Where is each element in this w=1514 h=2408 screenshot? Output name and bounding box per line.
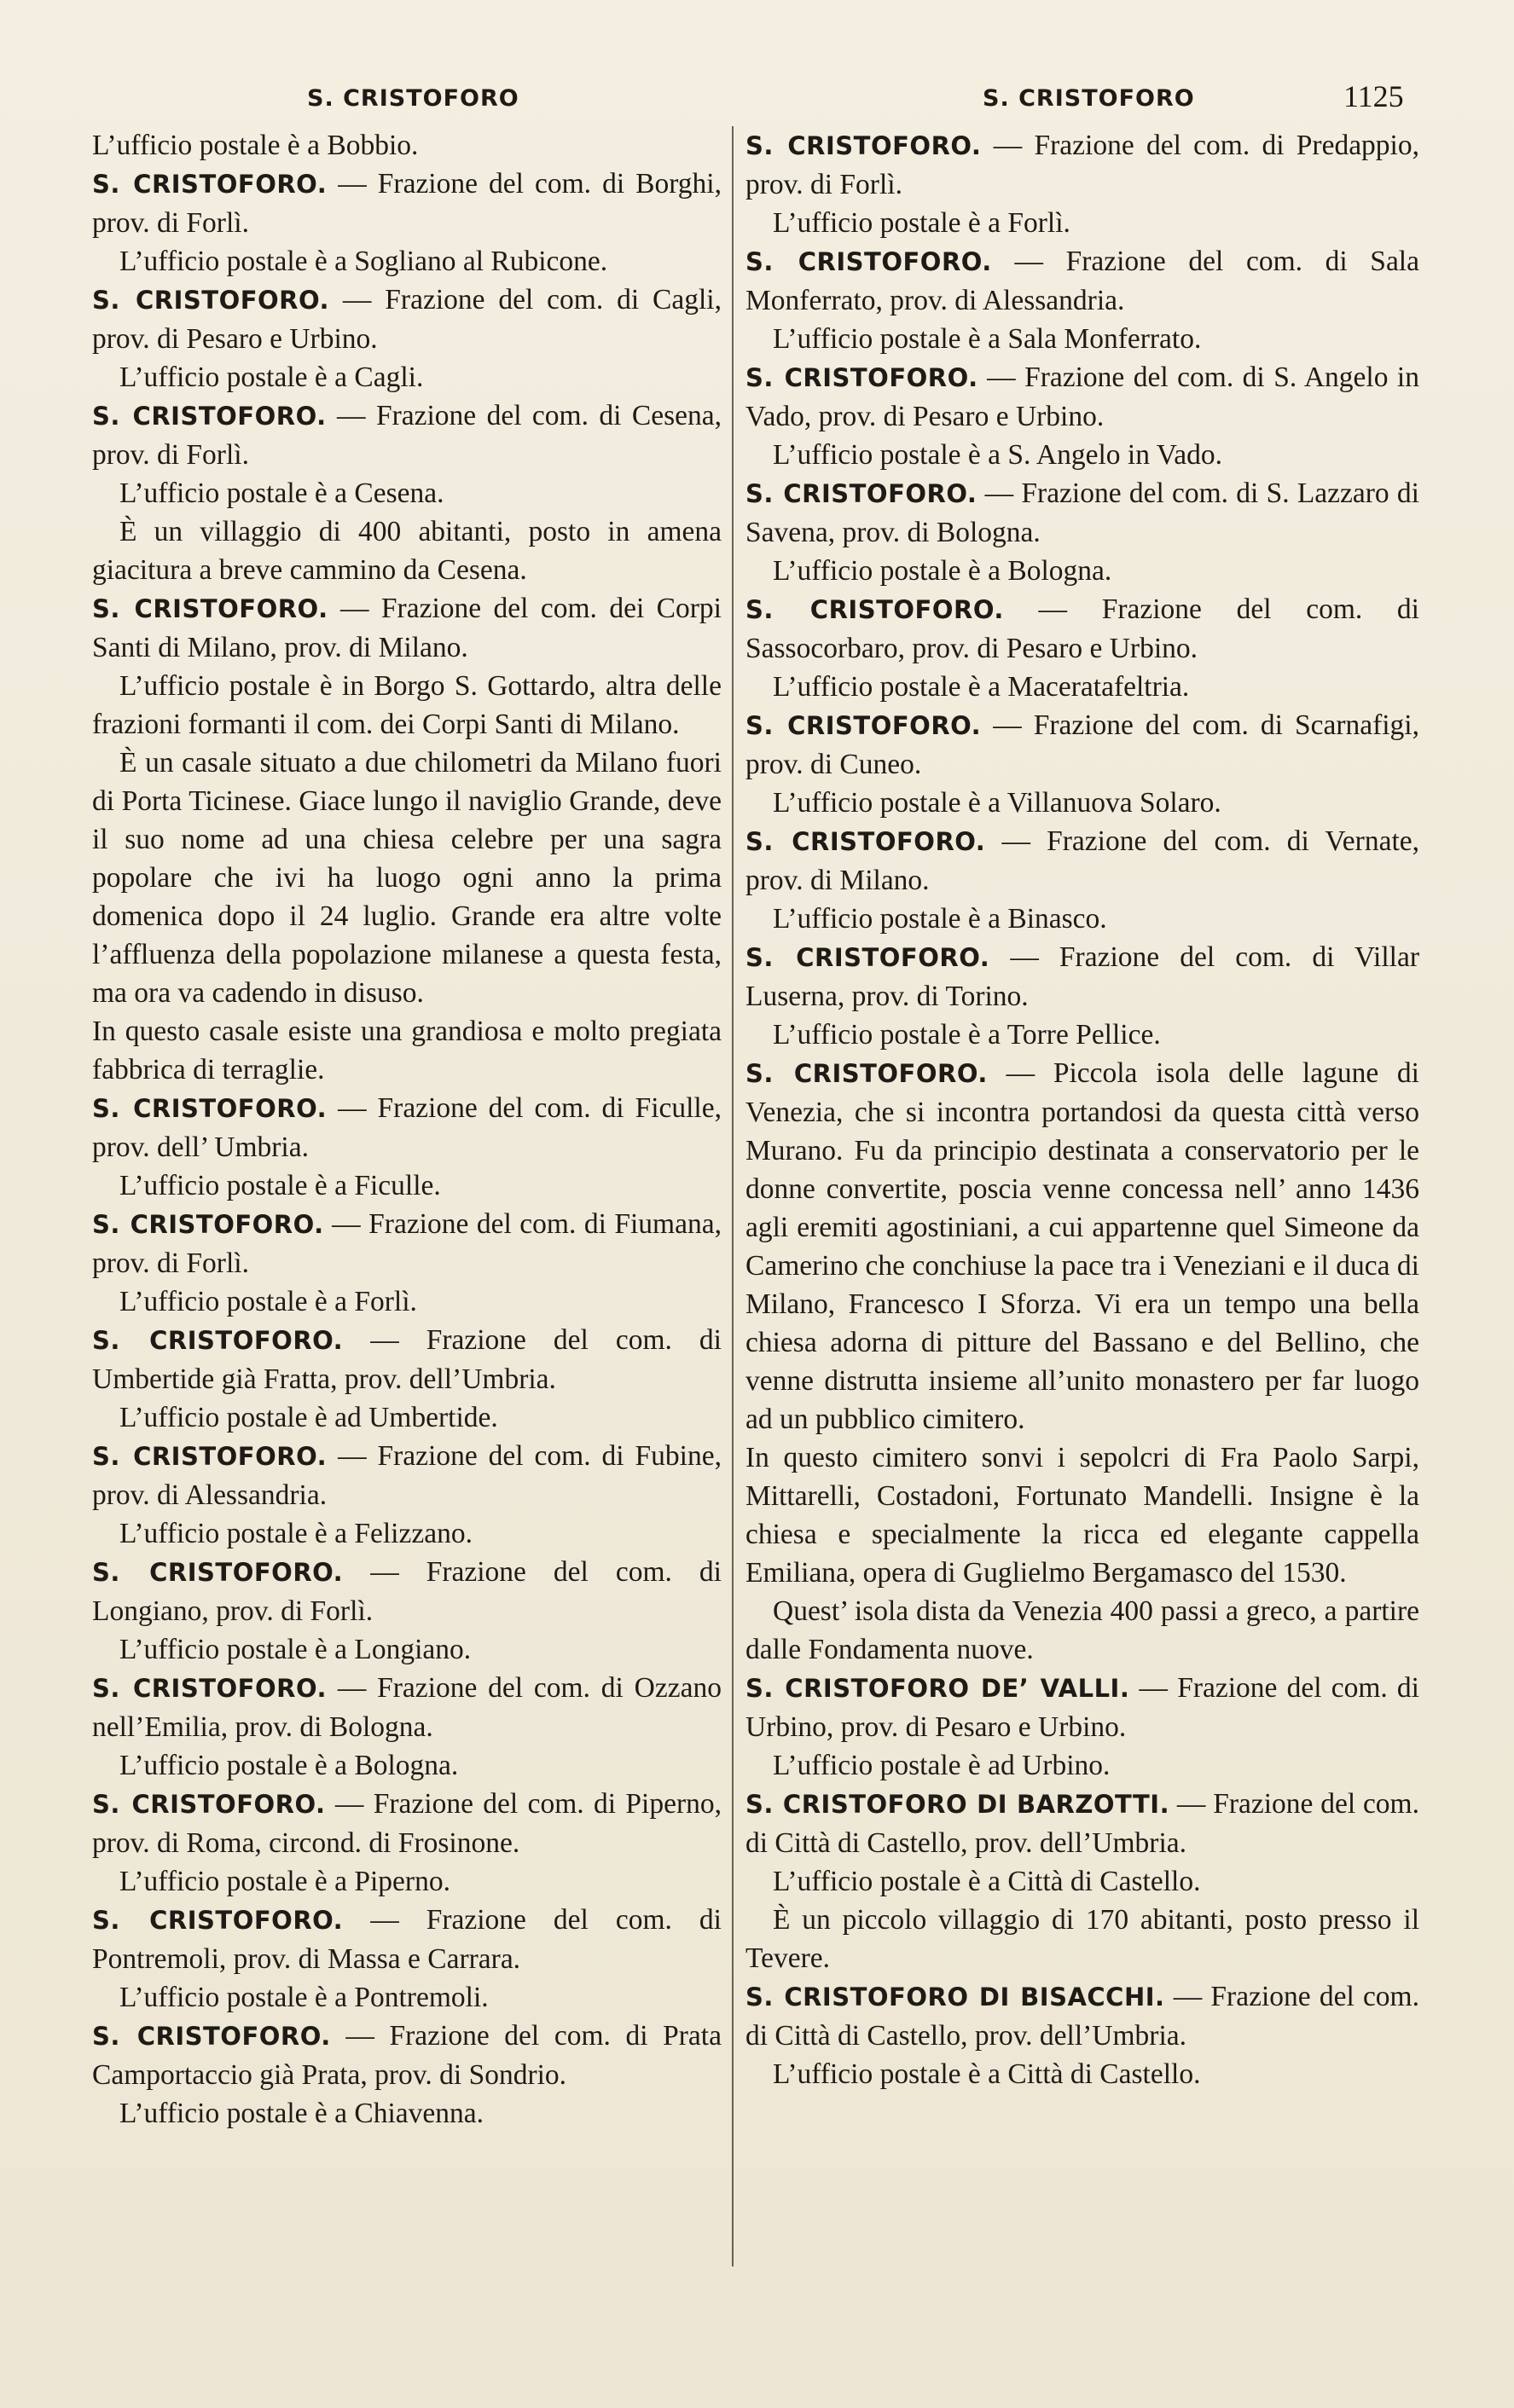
entry-headword: S. CRISTOFORO. xyxy=(92,1442,328,1471)
entry-headword: S. CRISTOFORO. xyxy=(92,1674,327,1703)
entry-headword: S. CRISTOFORO. xyxy=(92,594,328,623)
entry-paragraph xyxy=(92,1514,722,1553)
entry-text: — Frazione del com. di Vernate, prov. di Milano. xyxy=(745,825,1419,896)
entry-text: L’ufficio postale è ad Urbino. xyxy=(773,1750,1111,1781)
entry-text: — Frazione del com. di S. Angelo in Vado, prov. di Pesaro e Urbino. xyxy=(745,362,1419,432)
entry-text: L’ufficio postale è a Forlì. xyxy=(119,1286,417,1317)
entry-paragraph xyxy=(92,1978,722,2017)
dictionary-entry xyxy=(745,1054,1419,1438)
entry-paragraph xyxy=(92,512,722,589)
entry-headword: S. CRISTOFORO DE’ VALLI. xyxy=(745,1674,1130,1703)
entry-text: L’ufficio postale è a Bobbio. xyxy=(92,130,419,161)
entry-text: È un casale situato a due chilometri da Milano fuori di Porta Ticinese. Giace lungo il naviglio Grande, deve il suo nome ad una chiesa celebre per una sagra popolare che ivi ha luogo ogni anno la prima domenica dopo il 24 luglio. Grande era altre volte l’affluenza della popolazione milanese a questa festa, ma ora va cadendo in disuso. xyxy=(92,747,722,1009)
dictionary-entry xyxy=(92,165,722,242)
entry-text: — Frazione del com. di S. Lazzaro di Savena, prov. di Bologna. xyxy=(745,478,1419,548)
dictionary-entry xyxy=(92,1669,722,1746)
page-number: 1125 xyxy=(1343,79,1404,113)
entry-headword: S. CRISTOFORO. xyxy=(92,170,328,199)
dictionary-entry xyxy=(92,1321,722,1398)
entry-text: — Frazione del com. di Scarnafigi, prov. di Cuneo. xyxy=(745,709,1419,780)
entry-text: L’ufficio postale è ad Umbertide. xyxy=(119,1402,498,1433)
entry-text: L’ufficio postale è a Piperno. xyxy=(119,1866,450,1897)
dictionary-entry xyxy=(745,1785,1419,1862)
entry-text: — Frazione del com. di Predappio, prov. di Forlì. xyxy=(745,130,1419,200)
entry-text: L’ufficio postale è in Borgo S. Gottardo, altra delle frazioni formanti il com. dei Corpi Santi di Milano. xyxy=(92,670,722,740)
left-column xyxy=(92,126,722,2133)
entry-paragraph xyxy=(745,2055,1419,2093)
entry-text: L’ufficio postale è a Città di Castello. xyxy=(773,2058,1201,2090)
entry-paragraph xyxy=(92,126,722,165)
entry-headword: S. CRISTOFORO. xyxy=(92,1094,328,1123)
entry-text: — Frazione del com. di Fiumana, prov. di Forlì. xyxy=(92,1208,722,1279)
entry-paragraph xyxy=(92,358,722,397)
entry-headword: S. CRISTOFORO. xyxy=(92,2022,331,2051)
column-divider xyxy=(732,126,734,2266)
entry-headword: S. CRISTOFORO. xyxy=(745,595,1004,624)
entry-paragraph xyxy=(92,1746,722,1785)
dictionary-entry xyxy=(92,1089,722,1166)
dictionary-entry xyxy=(92,281,722,358)
entry-text: — Frazione del com. di Città di Castello, prov. dell’Umbria. xyxy=(745,1788,1419,1859)
entry-text: L’ufficio postale è a Bologna. xyxy=(119,1750,459,1781)
entry-text: — Frazione del com. di Urbino, prov. di Pesaro e Urbino. xyxy=(745,1672,1419,1743)
entry-paragraph xyxy=(745,204,1419,242)
entry-text: In questo casale esiste una grandiosa e molto pregiata fabbrica di terraglie. xyxy=(92,1016,722,1085)
entry-headword: S. CRISTOFORO. xyxy=(92,1326,344,1355)
entry-text: — Frazione del com. di Sala Monferrato, prov. di Alessandria. xyxy=(745,246,1419,316)
entry-headword: S. CRISTOFORO. xyxy=(745,479,977,508)
entry-text: L’ufficio postale è a Villanuova Solaro. xyxy=(773,787,1221,819)
entry-paragraph xyxy=(745,1901,1419,1977)
entry-text: L’ufficio postale è a Sogliano al Rubicone. xyxy=(119,246,608,277)
entry-text: In questo cimitero sonvi i sepolcri di Fra Paolo Sarpi, Mittarelli, Costadoni, Fortunato Mandelli. Insigne è la chiesa e specialmente la ricca ed elegante cappella Emiliana, opera di Guglielmo Bergamasco del 1530. xyxy=(745,1442,1419,1589)
dictionary-entry xyxy=(92,589,722,667)
entry-text: — Frazione del com. di Prata Camportaccio già Prata, prov. di Sondrio. xyxy=(92,2020,722,2091)
entry-text: È un piccolo villaggio di 170 abitanti, posto presso il Tevere. xyxy=(745,1904,1419,1974)
entry-text: — Frazione del com. di Cagli, prov. di Pesaro e Urbino. xyxy=(92,284,722,355)
entry-paragraph xyxy=(92,1282,722,1321)
entry-text: — Frazione del com. di Ficulle, prov. dell’ Umbria. xyxy=(92,1092,722,1163)
entry-paragraph xyxy=(745,1592,1419,1669)
entry-paragraph xyxy=(92,667,722,744)
entry-text: L’ufficio postale è a Cagli. xyxy=(119,362,424,393)
entry-text: L’ufficio postale è a Ficulle. xyxy=(119,1170,441,1201)
entry-paragraph xyxy=(92,1398,722,1437)
entry-paragraph xyxy=(745,552,1419,590)
entry-paragraph xyxy=(745,436,1419,474)
entry-text: — Frazione del com. di Piperno, prov. di Roma, circond. di Frosinone. xyxy=(92,1788,722,1859)
dictionary-entry xyxy=(92,1901,722,1978)
entry-text: L’ufficio postale è a Chiavenna. xyxy=(119,2098,484,2129)
entry-headword: S. CRISTOFORO. xyxy=(745,711,982,740)
entry-headword: S. CRISTOFORO. xyxy=(745,1059,988,1088)
entry-text: L’ufficio postale è a Bologna. xyxy=(773,555,1112,587)
entry-text: L’ufficio postale è a Forlì. xyxy=(773,207,1070,239)
entry-headword: S. CRISTOFORO. xyxy=(92,1906,344,1935)
dictionary-entry xyxy=(92,1553,722,1630)
entry-headword: S. CRISTOFORO. xyxy=(92,1790,326,1819)
entry-text: — Frazione del com. di Sassocorbaro, prov. di Pesaro e Urbino. xyxy=(745,593,1419,664)
dictionary-entry xyxy=(745,1669,1419,1746)
entry-text: L’ufficio postale è a Binasco. xyxy=(773,903,1107,935)
running-header-left: S. CRISTOFORO xyxy=(307,85,519,112)
dictionary-entry xyxy=(92,1205,722,1282)
entry-paragraph xyxy=(92,2094,722,2133)
entry-text: L’ufficio postale è a Torre Pellice. xyxy=(773,1019,1161,1051)
entry-text: L’ufficio postale è a Longiano. xyxy=(119,1634,472,1665)
entry-headword: S. CRISTOFORO. xyxy=(92,1210,324,1239)
entry-paragraph xyxy=(745,1862,1419,1901)
dictionary-entry xyxy=(92,1437,722,1514)
entry-text: L’ufficio postale è a Pontremoli. xyxy=(119,1982,489,2013)
entry-paragraph xyxy=(745,900,1419,938)
entry-paragraph xyxy=(92,1862,722,1901)
entry-headword: S. CRISTOFORO. xyxy=(745,363,978,392)
entry-text: L’ufficio postale è a Città di Castello. xyxy=(773,1866,1201,1897)
entry-text: — Frazione del com. di Fubine, prov. di Alessandria. xyxy=(92,1440,722,1511)
entry-headword: S. CRISTOFORO. xyxy=(745,827,986,856)
entry-paragraph xyxy=(745,668,1419,706)
entry-paragraph xyxy=(745,1746,1419,1785)
entry-paragraph xyxy=(92,1012,722,1089)
dictionary-entry xyxy=(745,938,1419,1016)
entry-text: — Frazione del com. di Longiano, prov. di Forlì. xyxy=(92,1556,722,1627)
entry-text: L’ufficio postale è a Felizzano. xyxy=(119,1518,473,1549)
entry-headword: S. CRISTOFORO. xyxy=(745,943,990,972)
dictionary-entry xyxy=(745,126,1419,204)
dictionary-entry xyxy=(745,242,1419,320)
entry-paragraph xyxy=(92,744,722,1012)
dictionary-entry xyxy=(745,358,1419,436)
entry-headword: S. CRISTOFORO. xyxy=(745,247,992,276)
dictionary-entry xyxy=(92,397,722,474)
entry-paragraph xyxy=(745,320,1419,358)
entry-headword: S. CRISTOFORO. xyxy=(92,402,327,431)
dictionary-entry xyxy=(745,706,1419,784)
entry-headword: S. CRISTOFORO. xyxy=(745,131,982,160)
entry-text: — Frazione del com. di Villar Luserna, prov. di Torino. xyxy=(745,941,1419,1012)
entry-text: È un villaggio di 400 abitanti, posto in amena giacitura a breve cammino da Cesena. xyxy=(92,516,722,586)
entry-text: — Piccola isola delle lagune di Venezia, che si incontra portandosi da questa città verso Murano. Fu da principio destinata a conservatorio per le donne convertite, poscia venne concessa nell’ anno 1436 agli eremiti agostiniani, a cui appartenne quel Simeone da Camerino che conchiuse la pace tra i Veneziani e il duca di Milano, Francesco I Sforza. Vi era un tempo una bella chiesa adorna di pitture del Bassano e del Bellino, che venne distrutta insieme all’unito monastero per far luogo ad un pubblico cimitero. xyxy=(745,1057,1419,1435)
entry-text: — Frazione del com. di Umbertide già Fratta, prov. dell’Umbria. xyxy=(92,1324,722,1395)
entry-paragraph xyxy=(92,1166,722,1205)
entry-paragraph xyxy=(745,784,1419,822)
dictionary-entry xyxy=(745,474,1419,552)
dictionary-entry xyxy=(745,1977,1419,2055)
entry-text: — Frazione del com. di Ozzano nell’Emilia, prov. di Bologna. xyxy=(92,1672,722,1743)
entry-text: — Frazione del com. dei Corpi Santi di Milano, prov. di Milano. xyxy=(92,593,722,663)
entry-paragraph xyxy=(92,474,722,512)
entry-text: L’ufficio postale è a Cesena. xyxy=(119,478,444,509)
entry-text: — Frazione del com. di Città di Castello, prov. dell’Umbria. xyxy=(745,1981,1419,2052)
entry-text: Quest’ isola dista da Venezia 400 passi a greco, a partire dalle Fondamenta nuove. xyxy=(745,1595,1419,1665)
entry-text: L’ufficio postale è a Sala Monferrato. xyxy=(773,323,1202,355)
entry-text: — Frazione del com. di Cesena, prov. di Forlì. xyxy=(92,400,722,471)
dictionary-entry xyxy=(745,822,1419,900)
dictionary-entry xyxy=(92,1785,722,1862)
running-header-right: S. CRISTOFORO xyxy=(983,85,1195,112)
entry-text: L’ufficio postale è a S. Angelo in Vado. xyxy=(773,439,1222,471)
entry-text: — Frazione del com. di Pontremoli, prov. di Massa e Carrara. xyxy=(92,1904,722,1975)
entry-text: L’ufficio postale è a Maceratafeltria. xyxy=(773,671,1190,703)
entry-paragraph xyxy=(92,1630,722,1669)
entry-headword: S. CRISTOFORO. xyxy=(92,286,330,315)
entry-paragraph xyxy=(92,242,722,281)
entry-paragraph xyxy=(745,1016,1419,1054)
right-column xyxy=(745,126,1419,2093)
entry-headword: S. CRISTOFORO DI BISACCHI. xyxy=(745,1983,1165,2011)
entry-text: — Frazione del com. di Borghi, prov. di Forlì. xyxy=(92,168,722,239)
entry-headword: S. CRISTOFORO DI BARZOTTI. xyxy=(745,1790,1170,1819)
entry-headword: S. CRISTOFORO. xyxy=(92,1558,344,1587)
entry-paragraph xyxy=(745,1438,1419,1592)
dictionary-entry xyxy=(745,590,1419,668)
dictionary-entry xyxy=(92,2017,722,2094)
